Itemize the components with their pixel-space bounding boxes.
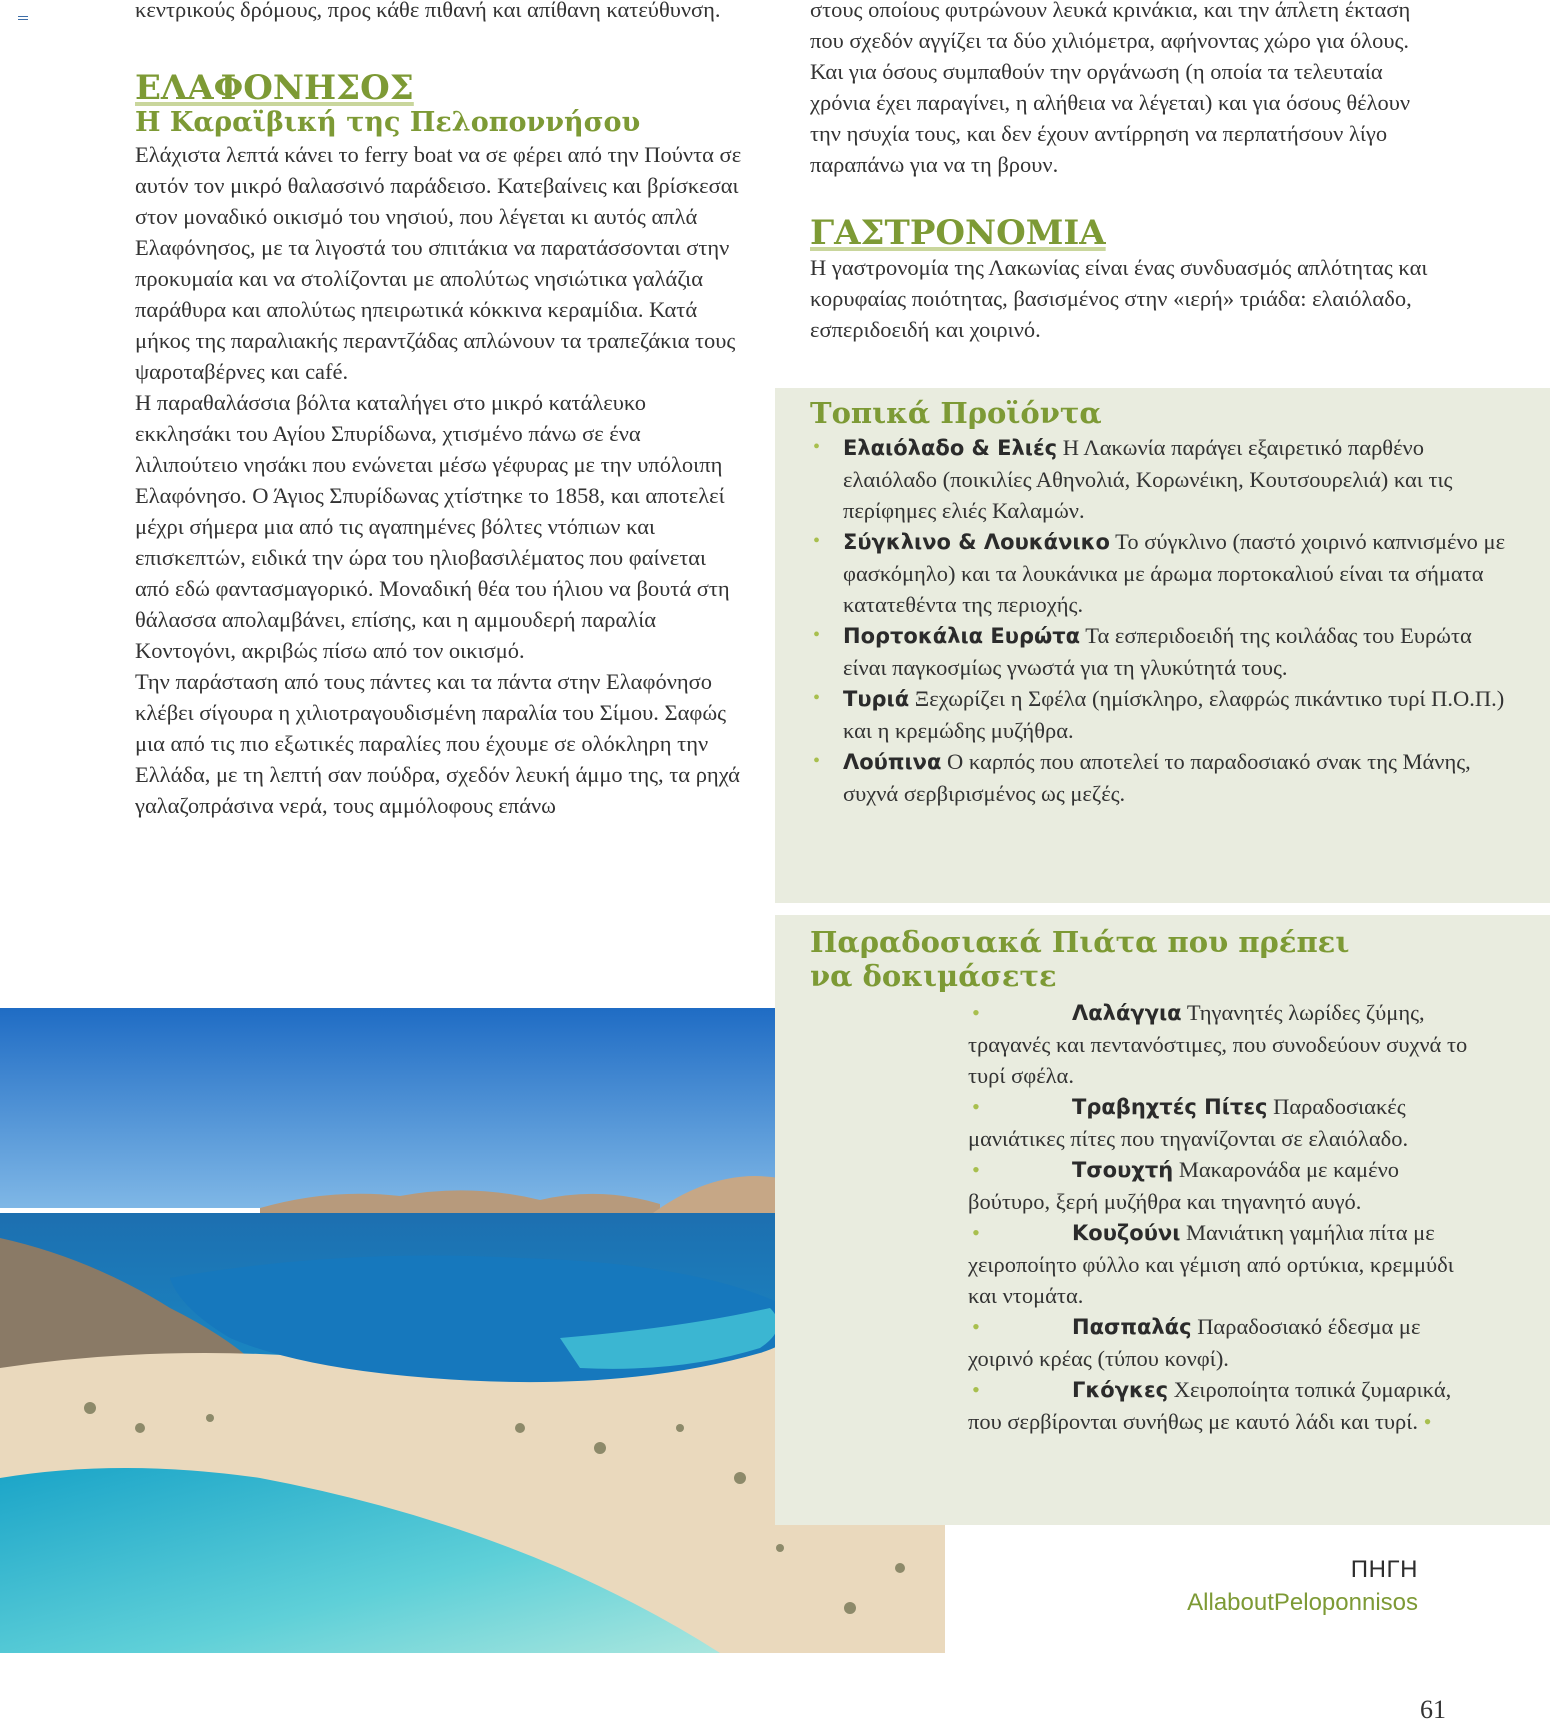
bullet-icon: • bbox=[813, 530, 821, 552]
dish-description: Παραδοσιακό έδεσμα με χοιρινό κρέας (τύπου κονφί). bbox=[968, 1314, 1421, 1371]
source-name: AllaboutPeloponnisos bbox=[1187, 1589, 1418, 1616]
dish-item bbox=[968, 1217, 1468, 1311]
local-products-list bbox=[810, 432, 1510, 809]
bullet-icon: • bbox=[972, 1157, 980, 1182]
bullet-icon: • bbox=[813, 436, 821, 458]
product-item bbox=[810, 746, 1510, 809]
simos-continuation: στους οποίους φυτρώνουν λευκά κρινάκια, και την άπλετη έκταση που σχεδόν αγγίζει τα δύο χιλιόμετρα, αφήνοντας χώρο για όλους. Και για όσους συμπαθούν την οργάνωση (η οποία τα τελευταία χρόνια έχει παραγίνει, η αλήθεια να λέγεται) και για όσους θέλουν την ησυχία τους, και δεν έχουν αντίρρηση να περπατήσουν λίγο παραπάνω για να τη βρουν. bbox=[810, 0, 1411, 177]
page-number: 61 bbox=[1420, 1695, 1446, 1724]
bullet-icon: • bbox=[813, 624, 821, 646]
dish-item bbox=[968, 1091, 1468, 1154]
elafonisos-paragraph-3: Την παράσταση από τους πάντες και τα πάντα στην Ελαφόνησο κλέβει σίγουρα η χιλιοτραγουδισμένη παραλία του Σίμου. Σαφώς μια από τις πιο εξωτικές παραλίες που έχουμε σε ολόκληρη την Ελλάδα, με τη λεπτή σαν πούδρα, σχεδόν λευκή άμμο της, τα ρηχά γαλαζοπράσινα νερά, τους αμμόλοφους επάνω bbox=[135, 669, 740, 818]
bullet-icon: • bbox=[813, 750, 821, 772]
dish-item bbox=[968, 1311, 1468, 1374]
local-products-heading: Τοπικά Προϊόντα bbox=[810, 396, 1102, 430]
elafonisos-paragraph-1: Ελάχιστα λεπτά κάνει το ferry boat να σε φέρει από την Πούντα σε αυτόν τον μικρό θαλασσινό παράδεισο. Κατεβαίνεις και βρίσκεσαι στον μοναδικό οικισμό του νησιού, που λέγεται κι αυτός απλά Ελαφόνησος, με τα λιγοστά του σπιτάκια να παρατάσσονται στην προκυμαία και να στολίζονται με απολύτως νησιώτικα γαλάζια παράθυρα και απολύτως ηπειρωτικά κόκκινα κεραμίδια. Κατά μήκος της παραλιακής περαντζάδας απλώνουν τα τραπεζάκια τους ψαροταβέρνες και café. bbox=[135, 142, 742, 384]
dish-name: Πασπαλάς bbox=[1072, 1315, 1192, 1339]
product-name: Πορτοκάλια Ευρώτα bbox=[843, 624, 1081, 648]
dish-description: Τηγανητές λωρίδες ζύμης, τραγανές και πεντανόστιμες, που συνοδεύουν συχνά το τυρί σφέλα. bbox=[968, 1000, 1468, 1088]
dish-description: Μακαρονάδα με καμένο βούτυρο, ξερή μυζήθρα και τηγανητό αυγό. bbox=[968, 1157, 1399, 1214]
dish-description: Χειροποίητα τοπικά ζυμαρικά, που σερβίρονται συνήθως με καυτό λάδι και τυρί. bbox=[968, 1377, 1452, 1434]
dish-name: Γκόγκες bbox=[1072, 1378, 1169, 1402]
dish-description: Παραδοσιακές μανιάτικες πίτες που τηγανίζονται σε ελαιόλαδο. bbox=[968, 1094, 1409, 1151]
product-item bbox=[810, 620, 1510, 683]
left-column bbox=[135, 0, 745, 821]
bullet-icon: • bbox=[972, 1220, 980, 1245]
dish-name: Τσουχτή bbox=[1072, 1158, 1174, 1182]
bullet-icon: • bbox=[972, 1094, 980, 1119]
bullet-icon: • bbox=[972, 1314, 980, 1339]
product-name: Σύγκλινο & Λουκάνικο bbox=[843, 530, 1110, 554]
gastronomy-text: Η γαστρονομία της Λακωνίας είναι ένας συνδυασμός απλότητας και κορυφαίας ποιότητας, βασισμένος στην «ιερή» τριάδα: ελαιόλαδο, εσπεριδοειδή και χοιρινό. bbox=[810, 255, 1428, 342]
right-column bbox=[810, 0, 1430, 345]
traditional-dishes-list bbox=[968, 997, 1468, 1437]
product-description: Ξεχωρίζει η Σφέλα (ημίσκληρο, ελαφρώς πικάντικο τυρί Π.Ο.Π.) και η κρεμώδης μυζήθρα. bbox=[843, 686, 1505, 743]
traditional-dishes-box bbox=[775, 915, 1550, 1525]
elafonisos-paragraph-2: Η παραθαλάσσια βόλτα καταλήγει στο μικρό κατάλευκο εκκλησάκι του Αγίου Σπυρίδωνα, χτισμένο πάνω σε ένα λιλιπούτειο νησάκι που ενώνεται μέσω γέφυρας με την υπόλοιπη Ελαφόνησο. Ο Άγιος Σπυρίδωνας χτίστηκε το 1858, και αποτελεί μέχρι σήμερα μια από τις αγαπημένες βόλτες ντόπιων και επισκεπτών, ειδικά την ώρα του ηλιοβασιλέματος που φαίνεται από εδώ φαντασμαγορικό. Μοναδική θέα του ήλιου να βουτά στη θάλασσα απολαμβάνει, επίσης, και η αμμουδερή παραλία Κοντογόνι, ακριβώς πίσω από τον οικισμό. bbox=[135, 390, 730, 663]
elafonisos-title: ΕΛΑΦΟΝΗΣΟΣ bbox=[135, 68, 414, 108]
dish-item bbox=[968, 1374, 1468, 1437]
product-item bbox=[810, 526, 1510, 620]
bullet-icon: • bbox=[972, 1000, 980, 1025]
product-name: Τυριά bbox=[843, 687, 910, 711]
product-name: Λούπινα bbox=[843, 750, 942, 774]
dish-name: Λαλάγγια bbox=[1072, 1001, 1182, 1025]
dish-name: Κουζούνι bbox=[1072, 1221, 1181, 1245]
source-credit bbox=[1187, 1553, 1418, 1619]
product-description: Τα εσπεριδοειδή της κοιλάδας του Ευρώτα είναι παγκοσμίως γνωστά για τη γλυκύτητά τους. bbox=[843, 623, 1472, 680]
dish-description: Μανιάτικη γαμήλια πίτα με χειροποίητο φύλλο και γέμιση από ορτύκια, κρεμμύδι και ντομάτα. bbox=[968, 1220, 1454, 1308]
source-label: ΠΗΓΗ bbox=[1350, 1556, 1418, 1583]
product-description: Το σύγκλινο (παστό χοιρινό καπνισμένο με φασκόμηλο) και τα λουκάνικα με άρωμα πορτοκαλιού είναι τα σήματα κατατεθέντα της περιοχής. bbox=[843, 529, 1506, 617]
dish-name: Τραβηχτές Πίτες bbox=[1072, 1095, 1268, 1119]
dish-item bbox=[968, 1154, 1468, 1217]
product-description: Η Λακωνία παράγει εξαιρετικό παρθένο ελαιόλαδο (ποικιλίες Αθηνολιά, Κορωνέικη, Κουτσουρελιά) και τις περίφημες ελιές Καλαμών. bbox=[843, 435, 1453, 523]
bullet-icon: • bbox=[972, 1377, 980, 1402]
menu-icon[interactable] bbox=[18, 16, 28, 23]
local-products-box bbox=[775, 388, 1550, 903]
product-item bbox=[810, 432, 1510, 526]
product-item bbox=[810, 683, 1510, 746]
gastronomy-title: ΓΑΣΤΡΟΝΟΜΙΑ bbox=[810, 213, 1106, 253]
elafonisos-subtitle: Η Καραϊβική της Πελοποννήσου bbox=[135, 107, 641, 138]
bullet-icon: • bbox=[813, 687, 821, 709]
product-description: Ο καρπός που αποτελεί το παραδοσιακό σνακ της Μάνης, συχνά σερβιρισμένος ως μεζές. bbox=[843, 749, 1471, 806]
dish-item bbox=[968, 997, 1468, 1091]
end-mark-icon: • bbox=[1423, 1409, 1432, 1434]
intro-continuation: κεντρικούς δρόμους, προς κάθε πιθανή και απίθανη κατεύθυνση. bbox=[135, 0, 721, 22]
product-name: Ελαιόλαδο & Ελιές bbox=[843, 436, 1058, 460]
traditional-dishes-heading: Παραδοσιακά Πιάτα που πρέπει να δοκιμάσετε bbox=[810, 925, 1350, 993]
